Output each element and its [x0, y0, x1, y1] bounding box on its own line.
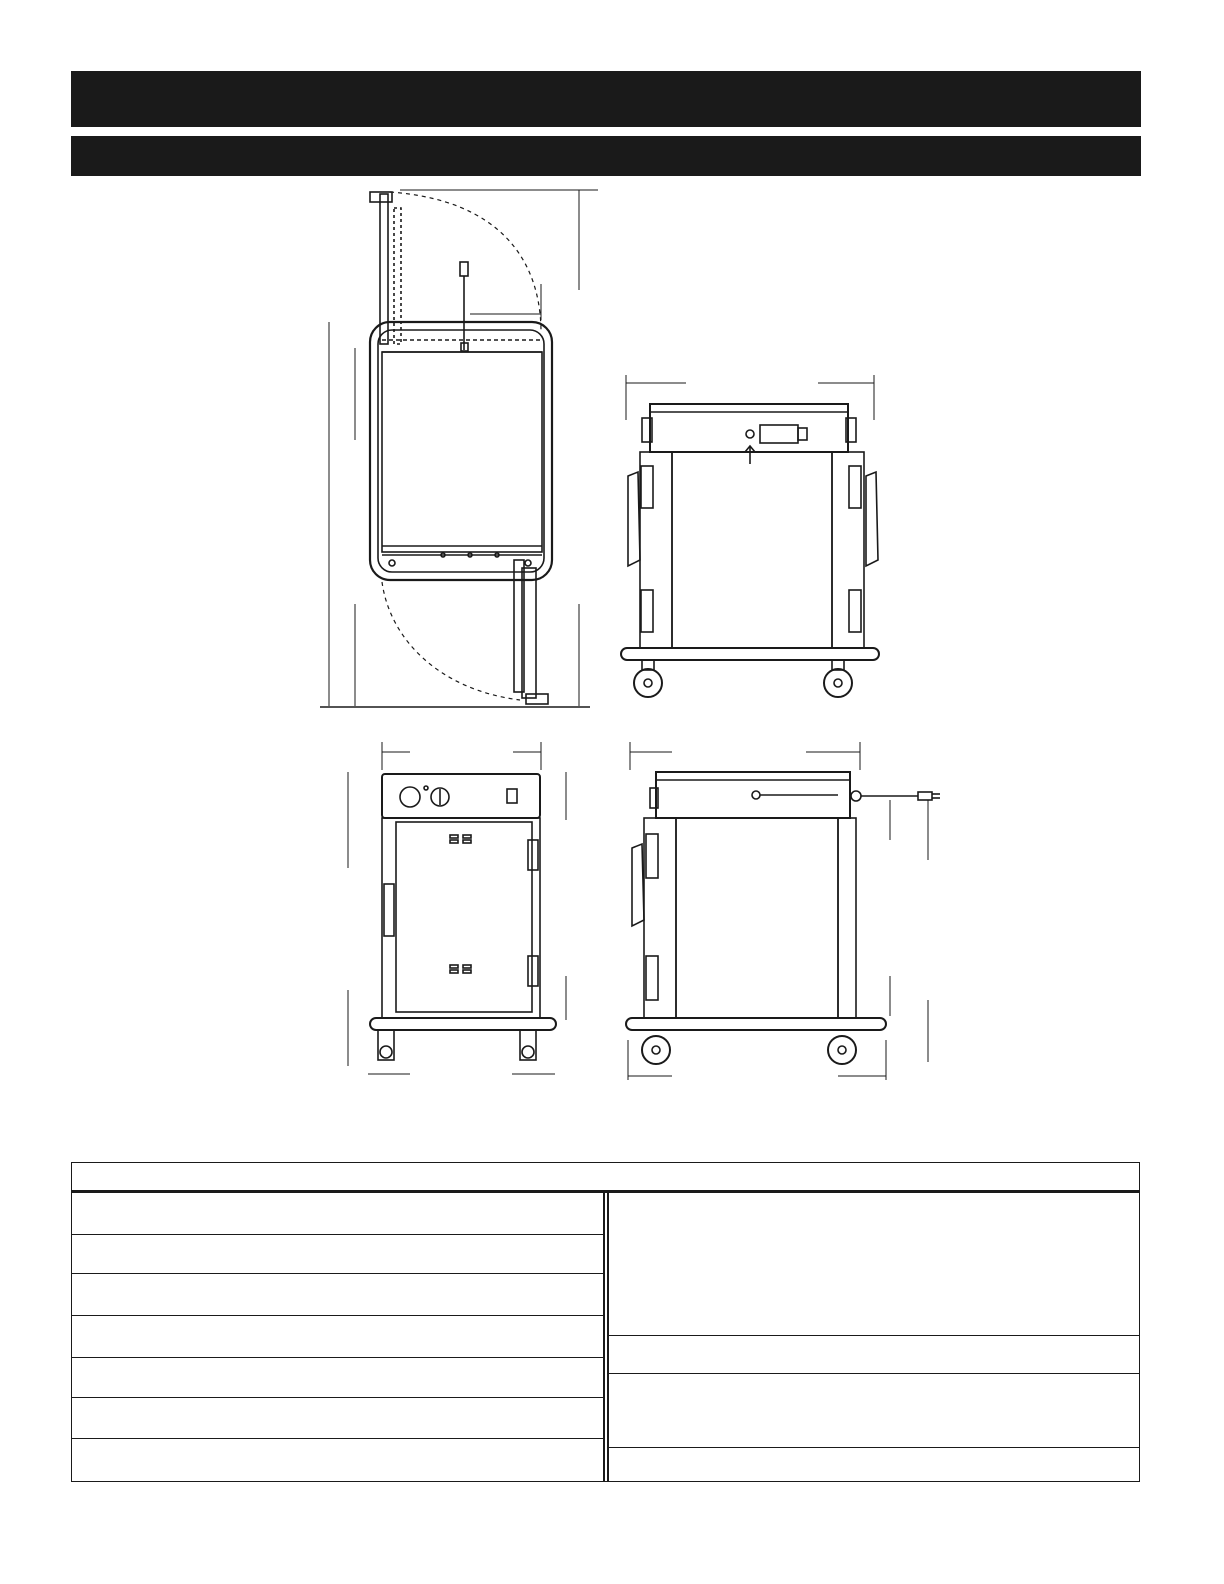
spec-table-header: [72, 1163, 1139, 1193]
spec-right-row: [609, 1373, 1139, 1448]
spec-left-row: [72, 1193, 603, 1235]
spec-left-row: [72, 1397, 603, 1439]
spec-left-row: [72, 1234, 603, 1274]
spec-left-row: [72, 1273, 603, 1316]
spec-left-row: [72, 1357, 603, 1398]
spec-right-row: [609, 1193, 1139, 1336]
front-view: [348, 742, 566, 1074]
spec-left-row: [72, 1315, 603, 1358]
rear-view: [621, 375, 879, 697]
spec-right-row: [609, 1335, 1139, 1374]
spec-right-row: [609, 1447, 1139, 1481]
specification-table: [71, 1162, 1140, 1482]
spec-left-row: [72, 1438, 603, 1481]
top-view: [320, 190, 598, 707]
side-view: [626, 742, 940, 1080]
spec-left-column: [72, 1193, 603, 1481]
spec-right-column: [609, 1193, 1139, 1481]
